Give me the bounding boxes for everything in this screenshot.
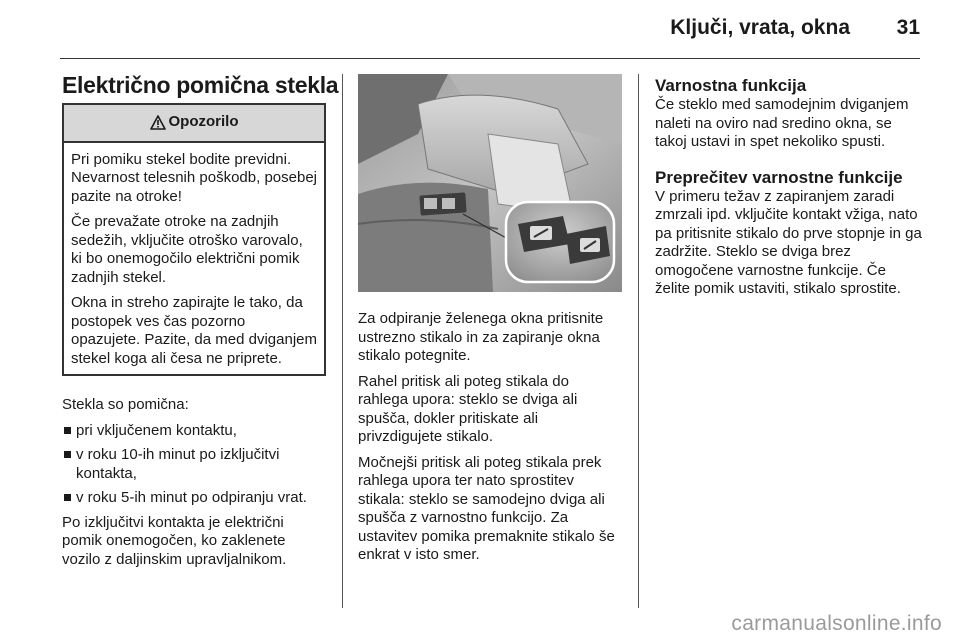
closing-text: Po izključitvi kontakta je električni pomik onemogočen, ko zaklenete vozilo z daljinskim upravljalnikom.: [62, 513, 287, 568]
list-item: v roku 5-ih minut po odpiranju vrat.: [62, 489, 326, 508]
warning-title: Opozorilo: [168, 113, 239, 131]
body-paragraph: Če steklo med samodejnim dviganjem naleti na oviro nad sredino okna, se takoj ustavi in spet nekoliko spusti.: [655, 96, 909, 150]
warning-box: [62, 103, 326, 377]
subsection-heading: Preprečitev varnostne funkcije: [655, 167, 903, 187]
list-item: pri vključenem kontaktu,: [62, 422, 326, 441]
right-column: [655, 74, 925, 306]
warning-icon: [150, 115, 166, 130]
body-paragraph: Močnejši pritisk ali poteg stikala prek rahlega upora ter nato sprostitev stikala: steklo se samodejno dviga ali spušča z varnostno funkcijo. Za ustavitev pomika premaknite stikalo še enkrat v isto smer.: [358, 453, 615, 563]
warning-paragraph: Pri pomiku stekel bodite previdni. Nevarnost telesnih poškodb, posebej pazite na otroke!: [71, 150, 317, 205]
list-item: v roku 10-ih minut po izključitvi kontakta,: [62, 446, 326, 483]
left-column: [62, 72, 339, 576]
subsection-heading: Varnostna funkcija: [655, 76, 807, 95]
body-paragraph: V primeru težav z zapiranjem zaradi zmrzali ipd. vključite kontakt vžiga, nato pa pritisnite stikalo do prve stopnje in ga zadržite. Steklo se dviga brez omogočene varnostne funkcije. Če želite pomik ustaviti, stikalo sprostite.: [655, 187, 922, 297]
warning-body: [64, 143, 324, 375]
header-title: Ključi, vrata, okna: [670, 16, 850, 39]
warning-paragraph: Okna in streho zapirajte le tako, da postopek ves čas pozorno opazujete. Pazite, da med dviganjem stekel koga ali česa ne priprete.: [71, 294, 317, 367]
warning-header: [64, 105, 324, 143]
warning-paragraph: Če prevažate otroke na zadnjih sedežih, vključite otroško varovalo, ki bo onemogočilo električni pomik zadnjih stekel.: [71, 213, 303, 286]
middle-column: [358, 74, 622, 572]
column-divider-right: [638, 74, 639, 608]
page-header: [0, 0, 960, 58]
window-switch-photo: [358, 74, 622, 292]
section-title: Električno pomična stekla: [62, 72, 339, 98]
intro-text: Stekla so pomična:: [62, 396, 189, 413]
column-divider-left: [342, 74, 343, 608]
page-number: 31: [896, 16, 920, 39]
header-divider: [60, 58, 920, 59]
door-panel-illustration: [358, 74, 622, 292]
body-paragraph: Rahel pritisk ali poteg stikala do rahlega upora: steklo se dviga ali spušča, dokler pritiskate ali privzdigujete stikalo.: [358, 372, 578, 445]
watermark-logo: carmanualsonline.info: [731, 612, 942, 635]
body-paragraph: Za odpiranje želenega okna pritisnite ustrezno stikalo in za zapiranje okna stikalo potegnite.: [358, 310, 604, 364]
condition-list: [62, 422, 326, 508]
